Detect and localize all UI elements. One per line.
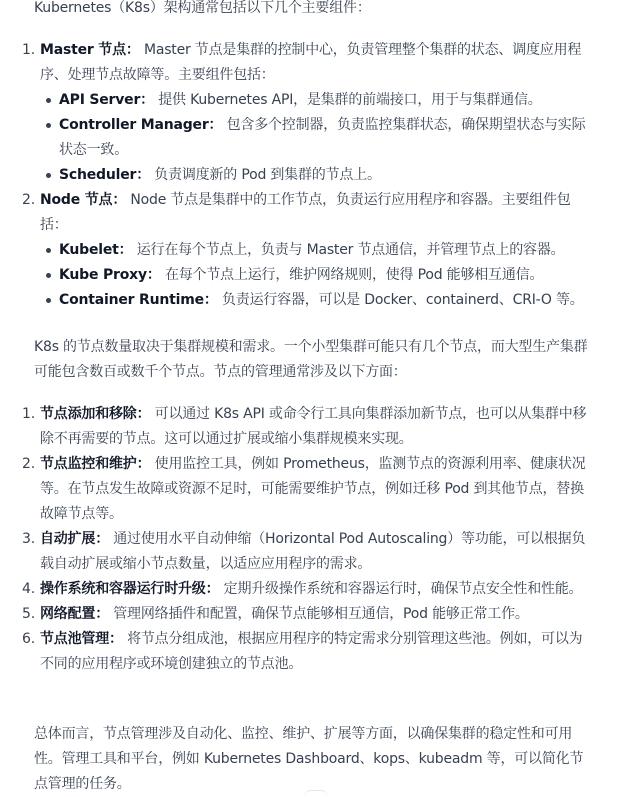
list-number: 4.: [22, 581, 35, 597]
list-number: 1.: [22, 42, 35, 58]
list-item-autoscaling: [0, 527, 632, 577]
item-title: 自动扩展：: [40, 531, 109, 547]
item-title: Master 节点：: [40, 42, 140, 58]
middle-paragraph: K8s 的节点数量取决于集群规模和需求。一个小型集群可能只有几个节点，而大型生产集群可能包含数百或数千个节点。节点的管理通常涉及以下方面：: [34, 339, 588, 380]
sub-item-text: 包含多个控制器，负责监控集群状态，确保期望状态与实际状态一致。: [59, 117, 586, 158]
item-text: 管理网络插件和配置，确保节点能够相互通信，Pod 能够正常工作。: [109, 606, 529, 622]
sub-item-title: Kubelet：: [59, 242, 133, 258]
bullet-icon: [46, 273, 51, 278]
node-sublist: [40, 238, 588, 313]
item-text: Node 节点是集群中的工作节点，负责运行应用程序和容器。主要组件包括：: [40, 192, 571, 233]
list-item-node-monitoring: [0, 452, 632, 527]
sub-item-kubelet: [40, 238, 588, 263]
bullet-icon: [46, 248, 51, 253]
list-item-master: [0, 38, 632, 188]
item-text: 将节点分组成池，根据应用程序的特定需求分别管理这些池。例如，可以为不同的应用程序或环境创建独立的节点池。: [40, 631, 583, 672]
list-item-node: [0, 188, 632, 313]
bullet-icon: [46, 98, 51, 103]
sub-item-controller-manager: [40, 113, 588, 163]
sub-item-title: Container Runtime：: [59, 292, 218, 308]
sub-item-text: 负责运行容器，可以是 Docker、containerd、CRI-O 等。: [217, 292, 584, 308]
sub-item-text: 负责调度新的 Pod 到集群的节点上。: [150, 167, 381, 183]
sub-item-title: API Server：: [59, 92, 154, 108]
list-number: 2.: [22, 456, 35, 472]
list-number: 3.: [22, 531, 35, 547]
item-text: 使用监控工具，例如 Prometheus，监测节点的资源利用率、健康状况等。在节点发生故障或资源不足时，可能需要维护节点，例如迁移 Pod 到其他节点，替换故障节点等。: [40, 456, 586, 522]
item-text: 定期升级操作系统和容器运行时，确保节点安全性和性能。: [219, 581, 583, 597]
list-item-network-config: [0, 602, 632, 627]
management-list: [0, 402, 632, 677]
list-number: 2.: [22, 192, 35, 208]
sub-item-kube-proxy: [40, 263, 588, 288]
item-text: Master 节点是集群的控制中心，负责管理整个集群的状态、调度应用程序、处理节点故障等。主要组件包括：: [40, 42, 582, 83]
item-title: 网络配置：: [40, 606, 109, 622]
intro-paragraph: Kubernetes（K8s）架构通常包括以下几个主要组件：: [34, 0, 371, 16]
bullet-icon: [46, 173, 51, 178]
sub-item-text: 在每个节点上运行，维护网络规则，使得 Pod 能够相互通信。: [160, 267, 544, 283]
item-title: 操作系统和容器运行时升级：: [40, 581, 220, 597]
item-title: 节点池管理：: [40, 631, 123, 647]
sub-item-api-server: [40, 88, 588, 113]
list-number: 1.: [22, 406, 35, 422]
sub-item-title: Controller Manager：: [59, 117, 223, 133]
item-title: Node 节点：: [40, 192, 127, 208]
list-number: 6.: [22, 631, 35, 647]
list-number: 5.: [22, 606, 35, 622]
list-item-node-add-remove: [0, 402, 632, 452]
item-title: 节点添加和移除：: [40, 406, 151, 422]
sub-item-title: Scheduler：: [59, 167, 151, 183]
components-list: [0, 38, 632, 313]
bullet-icon: [46, 123, 51, 128]
conclusion-paragraph: 总体而言，节点管理涉及自动化、监控、维护、扩展等方面，以确保集群的稳定性和可用性。管理工具和平台，例如 Kubernetes Dashboard、kops、kubeadm 等，可以简化节点管理的任务。: [34, 726, 584, 792]
item-text: 可以通过 K8s API 或命令行工具向集群添加新节点，也可以从集群中移除不再需要的节点。这可以通过扩展或缩小集群规模来实现。: [40, 406, 587, 447]
item-title: 节点监控和维护：: [40, 456, 151, 472]
sub-item-text: 提供 Kubernetes API，是集群的前端接口，用于与集群通信。: [154, 92, 542, 108]
sub-item-title: Kube Proxy：: [59, 267, 161, 283]
bullet-icon: [46, 298, 51, 303]
sub-item-container-runtime: [40, 288, 588, 313]
sub-item-scheduler: [40, 163, 588, 188]
item-text: 通过使用水平自动伸缩（Horizontal Pod Autoscaling）等功能，可以根据负载自动扩展或缩小节点数量，以适应应用程序的需求。: [40, 531, 586, 572]
list-item-os-upgrade: [0, 577, 632, 602]
master-sublist: [40, 88, 588, 188]
list-item-node-pool: [0, 627, 632, 677]
sub-item-text: 运行在每个节点上，负责与 Master 节点通信，并管理节点上的容器。: [132, 242, 565, 258]
